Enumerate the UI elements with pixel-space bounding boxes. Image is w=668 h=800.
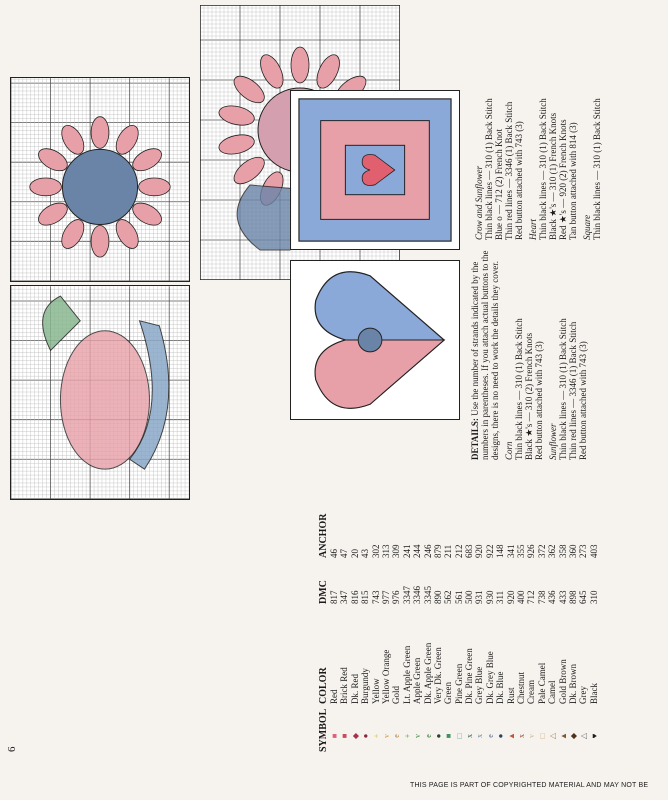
color-key-table — [318, 514, 599, 752]
details-section-title: Crow and Sunflower — [474, 165, 484, 240]
color-name-cell: Dk. Blue — [495, 671, 506, 704]
color-key-row — [495, 514, 505, 752]
color-key-row — [506, 514, 516, 752]
heart-chart-graphic — [291, 261, 459, 419]
color-name-cell: Red — [329, 689, 339, 704]
color-key-row — [443, 514, 453, 752]
symbol-cell: + — [371, 733, 381, 739]
color-key-row — [329, 514, 339, 752]
color-key-row — [412, 514, 422, 752]
color-name-cell: Gold Brown — [557, 659, 568, 704]
anchor-cell: 920 — [474, 544, 485, 558]
color-key-row — [526, 514, 536, 752]
details-intro — [470, 250, 500, 460]
color-name-cell: Green — [443, 682, 454, 704]
details-line: Thin black lines — 310 (1) Back Stitch — [514, 318, 524, 460]
details-line: Black ★'s — 310 (2) French Knots — [524, 332, 534, 460]
anchor-cell: 212 — [453, 544, 464, 558]
anchor-cell: 148 — [495, 544, 506, 558]
sunflower-center-shape — [62, 149, 137, 224]
details-right-sections — [474, 10, 602, 240]
dmc-cell: 645 — [578, 590, 589, 604]
anchor-cell: 362 — [547, 544, 558, 558]
anchor-cell: 246 — [422, 544, 433, 558]
symbol-cell: ● — [433, 733, 443, 739]
color-name-cell: Grey Blue — [474, 666, 485, 704]
sunflower-chart-graphic — [11, 78, 189, 281]
details-line: Red button attached with 743 (3) — [534, 341, 544, 460]
symbol-cell: x — [517, 734, 527, 738]
color-name-cell: Rust — [505, 687, 516, 704]
color-name-cell: Brick Red — [339, 667, 350, 704]
corn-ear-shape — [60, 331, 149, 469]
dmc-cell: 743 — [370, 590, 381, 604]
dmc-cell: 976 — [391, 590, 402, 604]
anchor-cell: 358 — [557, 544, 568, 558]
anchor-cell: 403 — [588, 544, 599, 558]
details-left-sections — [504, 250, 588, 460]
anchor-cell: 20 — [349, 549, 360, 558]
symbol-cell: ■ — [330, 733, 339, 739]
crow-sunflower-petal-shape — [291, 47, 309, 83]
symbol-cell: ◆ — [568, 732, 578, 740]
symbol-cell: △ — [579, 732, 589, 740]
details-section-title: Corn — [504, 441, 514, 460]
dmc-cell: 310 — [588, 590, 599, 604]
anchor-cell: 355 — [516, 544, 527, 558]
color-key-row — [402, 514, 412, 752]
anchor-header: ANCHOR — [318, 513, 329, 558]
symbol-cell: ▲ — [506, 732, 516, 740]
details-line: Red button attached with 743 (3) — [514, 121, 524, 240]
dmc-cell: 500 — [464, 590, 475, 604]
details-right-column — [470, 10, 602, 240]
color-name-cell: Yellow — [370, 678, 381, 704]
symbol-header: SYMBOL — [318, 708, 329, 752]
anchor-cell: 302 — [370, 544, 381, 558]
color-key-header — [318, 514, 329, 752]
corn-chart-graphic — [11, 286, 189, 499]
symbol-cell: ● — [496, 733, 506, 739]
symbol-cell: x — [465, 734, 475, 738]
color-key-row — [360, 514, 370, 752]
dmc-cell: 400 — [516, 590, 527, 604]
details-section-title: Heart — [528, 219, 538, 240]
dmc-cell: 890 — [432, 590, 443, 604]
dmc-cell: 738 — [536, 590, 547, 604]
corn-chart — [10, 285, 190, 500]
details-line: Thin red lines — 3346 (1) Back Stitch — [568, 321, 578, 460]
color-name-cell: Grey — [578, 686, 589, 704]
page-number: 6 — [6, 746, 18, 752]
anchor-cell: 372 — [536, 544, 547, 558]
color-key-row — [474, 514, 484, 752]
color-name-cell: Dk. Red — [349, 674, 360, 704]
color-name-cell: Burgundy — [360, 668, 371, 704]
symbol-cell: ● — [361, 733, 371, 739]
heart-chart — [290, 260, 460, 420]
color-key-row — [547, 514, 557, 752]
color-key-row — [578, 514, 588, 752]
color-key-row — [433, 514, 443, 752]
color-name-cell: Very Dk. Green — [432, 647, 443, 704]
sunflower-petal-shape — [30, 178, 62, 196]
anchor-cell: 244 — [412, 544, 423, 558]
color-key-row — [391, 514, 401, 752]
symbol-cell: e — [485, 734, 495, 738]
anchor-cell: 879 — [432, 544, 443, 558]
symbol-cell: ▲ — [558, 732, 568, 740]
color-key-row — [454, 514, 464, 752]
square-chart — [290, 90, 460, 250]
square-chart-graphic — [291, 91, 459, 249]
anchor-cell: 241 — [401, 544, 412, 558]
color-key-row — [537, 514, 547, 752]
anchor-cell: 926 — [526, 544, 537, 558]
anchor-cell: 47 — [339, 549, 350, 558]
color-key-row — [464, 514, 474, 752]
dmc-header: DMC — [318, 580, 329, 604]
details-line: Thin red lines — 3346 (1) Back Stitch — [504, 101, 514, 240]
anchor-cell: 360 — [567, 544, 578, 558]
details-line: Thin black lines — 310 (1) Back Stitch — [538, 98, 548, 240]
color-key-row — [516, 514, 526, 752]
anchor-cell: 43 — [360, 549, 371, 558]
color-name-cell: Dk. Brown — [567, 664, 578, 704]
symbol-cell: ■ — [444, 733, 454, 739]
sunflower-petal-shape — [139, 178, 171, 196]
dmc-cell: 920 — [505, 590, 516, 604]
color-name-cell: Dk. Pine Green — [464, 648, 475, 704]
color-key-rows — [329, 514, 599, 752]
color-key-row — [350, 514, 360, 752]
symbol-cell: v — [381, 734, 391, 738]
details-section-title: Square — [582, 214, 592, 240]
color-key-row — [558, 514, 568, 752]
color-name-cell: Yellow Orange — [380, 649, 391, 704]
color-name-cell: Black — [588, 683, 599, 704]
details-left-column — [470, 250, 588, 460]
color-key-row — [485, 514, 495, 752]
dmc-cell: 815 — [360, 590, 371, 604]
anchor-cell: 273 — [578, 544, 589, 558]
color-name-cell: Pale Camel — [536, 662, 547, 704]
color-name-cell: Pine Green — [453, 663, 464, 704]
symbol-cell: □ — [537, 733, 547, 739]
color-name-cell: Lt. Apple Green — [401, 645, 412, 704]
color-key-row — [423, 514, 433, 752]
symbol-cell: v — [527, 734, 537, 738]
color-name-cell: Camel — [547, 680, 558, 704]
anchor-cell: 211 — [443, 544, 454, 558]
symbol-cell: □ — [454, 733, 464, 739]
color-key-row — [568, 514, 578, 752]
symbol-cell: x — [475, 734, 485, 738]
symbol-cell: e — [392, 734, 402, 738]
color-key-row — [381, 514, 391, 752]
color-key-row — [589, 514, 599, 752]
dmc-cell: 347 — [339, 590, 350, 604]
color-key-row — [371, 514, 381, 752]
dmc-cell: 311 — [495, 590, 506, 604]
symbol-cell: ♥ — [589, 733, 599, 739]
color-name-cell: Cream — [526, 680, 537, 704]
color-key-row — [339, 514, 349, 752]
sunflower-chart — [10, 77, 190, 282]
dmc-cell: 436 — [547, 590, 558, 604]
symbol-cell: + — [402, 733, 412, 739]
dmc-cell: 817 — [329, 590, 339, 604]
details-line: Red button attached with 743 (3) — [578, 341, 588, 460]
symbol-cell: v — [413, 734, 423, 738]
symbol-cell: ◆ — [350, 732, 360, 740]
sunflower-petal-shape — [91, 117, 109, 149]
details-intro-text: Use the number of strands indicated by the numbers in parentheses. If you attach actual buttons to the designs, there is no need to work the details they cover. — [470, 250, 500, 460]
anchor-cell: 309 — [391, 544, 402, 558]
dmc-cell: 3345 — [422, 586, 433, 604]
dmc-cell: 562 — [443, 590, 454, 604]
sunflower-petal-shape — [91, 225, 109, 257]
dmc-cell: 816 — [349, 590, 360, 604]
color-name-cell: Dk. Apple Green — [422, 642, 433, 704]
copyright-footer: THIS PAGE IS PART OF COPYRIGHTED MATERIAL AND MAY NOT BE — [410, 782, 649, 789]
anchor-cell: 46 — [329, 549, 339, 558]
details-line: Red ★'s — 920 (2) French Knots — [558, 119, 568, 240]
symbol-cell: △ — [548, 732, 558, 740]
dmc-cell: 3347 — [401, 586, 412, 604]
heart-button-shape — [358, 328, 382, 352]
anchor-cell: 341 — [505, 544, 516, 558]
dmc-cell: 977 — [380, 590, 391, 604]
symbol-cell: e — [423, 734, 433, 738]
color-name-cell: Dk. Grey Blue — [484, 651, 495, 704]
details-line: Thin black lines — 310 (1) Back Stitch — [484, 98, 494, 240]
color-name-cell: Gold — [391, 686, 402, 704]
dmc-cell: 930 — [484, 590, 495, 604]
dmc-cell: 931 — [474, 590, 485, 604]
details-line: Thin black lines — 310 (1) Back Stitch — [558, 318, 568, 460]
color-header: COLOR — [318, 667, 329, 704]
details-line: Black ★'s — 310 (1) French Knots — [548, 112, 558, 240]
details-section-title: Sunflower — [548, 423, 558, 460]
details-line: Tan button attached with 814 (3) — [568, 122, 578, 240]
color-name-cell: Chestnut — [516, 671, 527, 704]
color-name-cell: Apple Green — [412, 657, 423, 704]
details-label: DETAILS: — [470, 418, 480, 460]
anchor-cell: 683 — [464, 544, 475, 558]
anchor-cell: 922 — [484, 544, 495, 558]
dmc-cell: 3346 — [412, 586, 423, 604]
details-line: Blue o — 712 (2) French Knot — [494, 129, 504, 240]
anchor-cell: 313 — [380, 544, 391, 558]
dmc-cell: 433 — [557, 590, 568, 604]
symbol-cell: ■ — [340, 733, 350, 739]
dmc-cell: 898 — [567, 590, 578, 604]
dmc-cell: 561 — [453, 590, 464, 604]
details-line: Thin black lines — 310 (1) Back Stitch — [592, 98, 602, 240]
dmc-cell: 712 — [526, 590, 537, 604]
